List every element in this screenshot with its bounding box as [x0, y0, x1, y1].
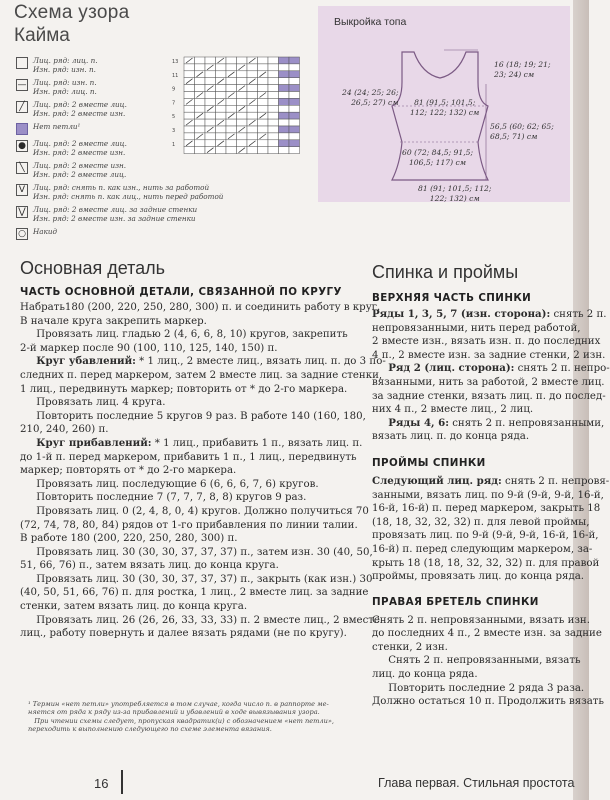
chart-cell [237, 71, 248, 78]
text-line: 51, 66, 76) п., затем вязать лиц. до конца круга. [20, 560, 279, 572]
chart-cell [247, 85, 258, 92]
chart-cell [195, 119, 206, 126]
chart-cell [268, 112, 279, 119]
main-part-subheading: ЧАСТЬ ОСНОВНОЙ ДЕТАЛИ, СВЯЗАННОЙ ПО КРУГУ [20, 286, 342, 298]
chart-cell [195, 98, 206, 105]
legend-text: Лиц. ряд: 2 вместе лиц. Изн. ряд: 2 вместе изн. [33, 100, 127, 118]
chart-cell [279, 85, 290, 92]
chart-cell [258, 105, 269, 112]
legend-item [16, 122, 166, 135]
chart-cell [237, 92, 248, 99]
chart-cell [216, 92, 227, 99]
text-line: Провязать лиц. последующие 6 (6, 6, 6, 7, 6) кругов. [20, 478, 319, 490]
chart-cell [247, 71, 258, 78]
chart-cell [205, 119, 216, 126]
back-heading: Спинка и проймы [372, 262, 519, 282]
chart-cell [279, 112, 290, 119]
strap-text [372, 614, 604, 709]
chart-cell [268, 71, 279, 78]
main-part-column [20, 286, 386, 641]
chart-cell [247, 92, 258, 99]
text-line: 1 лиц., передвинуть маркер; повторить от * до 2-го маркера. [20, 383, 348, 395]
chart-cell [195, 85, 206, 92]
chart-cell [268, 78, 279, 85]
back-top-text [372, 308, 610, 444]
text-line: Ряды 1, 3, 5, 7 (изн. сторона): снять 2 п. [372, 308, 607, 320]
chart-cell [279, 119, 290, 126]
bust-measure: 81 (91,5; 101,5; 112; 122; 132) см [410, 98, 480, 117]
legend-text: Накид [33, 227, 58, 236]
legend-symbol-icon: V [16, 184, 28, 196]
chart-cell [184, 126, 195, 133]
chart-row-number: 9 [172, 86, 176, 93]
stitch-chart [170, 57, 310, 155]
text-line: маркер; повторять от * до 2-го маркера. [20, 465, 237, 477]
chart-cell [268, 133, 279, 140]
text-line: 4 п., 2 вместе изн. за задние стенки, 2 изн. [372, 349, 606, 361]
chart-cell [279, 64, 290, 71]
text-line: Повторить последние 2 ряда 3 раза. [372, 682, 585, 694]
chart-cell [247, 105, 258, 112]
chart-row-number: 3 [172, 128, 176, 134]
chart-cell [226, 98, 237, 105]
chart-cell [279, 133, 290, 140]
chart-cell [268, 105, 279, 112]
legend-symbol-icon: ⋁ [16, 206, 28, 218]
length-measure: 56,5 (60; 62; 65; 68,5; 71) см [490, 122, 554, 141]
text-line: Провязать лиц. гладью 2 (4, 6, 6, 8, 10) кругов, закрепить [20, 329, 348, 341]
chart-cell [258, 64, 269, 71]
chart-cell [289, 92, 300, 99]
chart-cell [205, 140, 216, 147]
chart-cell [195, 140, 206, 147]
text-line: Повторить последние 5 кругов 9 раз. В работе 140 (160, 180, [20, 410, 366, 422]
chart-cell [216, 85, 227, 92]
chart-cell [226, 64, 237, 71]
legend-item [16, 56, 166, 74]
chart-cell [258, 119, 269, 126]
chart-cell [268, 126, 279, 133]
chart-cell [258, 78, 269, 85]
text-line: следних п. перед маркером, затем 2 вместе лиц. за задние стенки, [20, 369, 383, 381]
chart-cell [237, 133, 248, 140]
chart-cell [226, 126, 237, 133]
chart-cell [258, 57, 269, 64]
chart-cell [289, 85, 300, 92]
chart-cell [268, 147, 279, 154]
chart-cell [279, 98, 290, 105]
legend-text: Лиц. ряд: изн. п. Изн. ряд: лиц. п. [33, 78, 97, 96]
chart-cell [237, 78, 248, 85]
text-line: Набрать180 (200, 220, 250, 280, 300) п. и соединить работу в круг. [20, 302, 381, 313]
text-line: Провязать лиц. 30 (30, 30, 37, 37, 37) п., затем изн. 30 (40, 50, [20, 546, 373, 558]
text-line: стенки, затем вязать лиц. до конца круга. [20, 601, 248, 613]
chart-row-number: 11 [172, 72, 179, 79]
chart-cell [279, 140, 290, 147]
footnote-line: ¹ Термин «нет петли» употребляется в том случае, когда число п. в раппорте ме- [28, 700, 329, 708]
chart-cell [195, 126, 206, 133]
chart-cell [237, 140, 248, 147]
text-line: Провязать лиц. 26 (26, 26, 33, 33, 33) п. 2 вместе лиц., 2 вместе [20, 614, 380, 626]
chart-cell [247, 147, 258, 154]
text-line: Провязать лиц. 4 круга. [20, 397, 166, 409]
legend-text: Лиц. ряд: лиц. п. Изн. ряд: изн. п. [33, 56, 98, 74]
footnote-line: переходить к выполнению следующего по схеме элемента вязания. [28, 725, 272, 734]
text-line: лиц., работу повернуть и далее вязать рядами (не по кругу). [20, 628, 347, 640]
schematic-title: Выкройка топа [334, 16, 407, 28]
chart-cell [195, 147, 206, 154]
chart-cell [289, 78, 300, 85]
text-line: 2-й маркер после 90 (100, 110, 125, 140, 150) п. [20, 342, 278, 354]
legend-item [16, 78, 166, 96]
chart-cell [289, 147, 300, 154]
text-line: проймы, провязать лиц. до конца ряда. [372, 571, 585, 583]
text-line: за задние стенки, вязать лиц. п. до послед- [372, 390, 606, 402]
chart-cell [195, 57, 206, 64]
text-line: вязать лиц. п. до конца ряда. [372, 431, 530, 443]
text-line: 210, 240, 260) п. [20, 424, 109, 436]
chapter-title: Глава первая. Стильная простота [378, 776, 575, 790]
chart-cell [268, 140, 279, 147]
chart-cell [205, 92, 216, 99]
chart-cell [268, 98, 279, 105]
chart-cell [289, 64, 300, 71]
chart-cell [237, 98, 248, 105]
chart-cell [289, 57, 300, 64]
chart-cell [205, 98, 216, 105]
main-part-heading: Основная деталь [20, 258, 166, 278]
text-line: крыть 18 (18, 18, 32, 32, 32) п. для правой [372, 557, 600, 569]
text-line: (40, 50, 51, 66, 76) п. для ростка, 1 лиц., 2 вместе лиц. за задние [20, 587, 369, 599]
chart-cell [226, 78, 237, 85]
chart-cell [279, 105, 290, 112]
chart-cell [289, 133, 300, 140]
text-line: Провязать лиц. 0 (2, 4, 8, 0, 4) кругов. Должно получиться 70 [20, 505, 369, 517]
chart-cell [258, 126, 269, 133]
legend-symbol-icon: ╲ [16, 162, 28, 174]
chart-cell [184, 112, 195, 119]
chart-cell [279, 78, 290, 85]
chart-cell [205, 133, 216, 140]
chart-cell [289, 126, 300, 133]
page-number-divider [121, 770, 123, 794]
legend-item [16, 205, 198, 223]
chart-cell [279, 126, 290, 133]
chart-cell [226, 147, 237, 154]
back-column [372, 288, 610, 709]
legend-symbol-icon: ● [16, 140, 28, 152]
legend-text: Лиц. ряд: 2 вместе лиц. за задние стенки Изн. ряд: 2 вместе изн. за задние стенки [33, 205, 198, 223]
page-number: 16 [94, 776, 109, 791]
legend-symbol-icon: ○ [16, 228, 28, 240]
chart-cell [216, 71, 227, 78]
chart-row-number: 1 [172, 141, 176, 148]
scheme-heading: Схема узора [14, 2, 130, 23]
chart-cell [205, 112, 216, 119]
chart-cell [216, 133, 227, 140]
chart-cell [184, 92, 195, 99]
text-line: лиц. до конца ряда. [372, 669, 478, 681]
text-line: Ряды 4, 6: снять 2 п. непровязанными, [388, 416, 605, 429]
edge-heading: Кайма [14, 25, 70, 46]
chart-cell [247, 64, 258, 71]
text-line: вязанными, нить за работой, 2 вместе лиц. [372, 376, 605, 388]
text-line: 16-й) п. перед следующим маркером, за- [372, 543, 593, 555]
text-line: В работе 180 (200, 220, 250, 280, 300) п. [20, 533, 238, 545]
chart-cell [258, 147, 269, 154]
legend-item [16, 161, 166, 179]
legend-text: Лиц. ряд: снять п. как изн., нить за работой Изн. ряд: снять п. как лиц., нить перед работой [33, 183, 224, 201]
text-line: Должно остаться 10 п. Продолжить вязать [372, 696, 604, 708]
chart-cell [268, 85, 279, 92]
chart-cell [279, 147, 290, 154]
text-line: до последних 4 п., 2 вместе изн. за задние [372, 628, 602, 640]
legend-symbol-icon: ╱ [16, 101, 28, 113]
legend-item [16, 227, 166, 240]
text-line: 2 вместе изн., вязать изн. п. до последних [372, 336, 601, 348]
chart-cell [289, 71, 300, 78]
chart-cell [205, 57, 216, 64]
chart-cell [289, 119, 300, 126]
chart-row-number: 7 [172, 100, 176, 107]
text-line: провязать лиц. по 9-й (9-й, 9-й, 16-й, 16-й, [372, 530, 599, 542]
text-line: Круг прибавлений: * 1 лиц., прибавить 1 п., вязать лиц. п. [36, 436, 363, 449]
chart-cell [226, 119, 237, 126]
chart-cell [184, 64, 195, 71]
legend-item [16, 183, 224, 201]
text-line: занными, вязать лиц. по 9-й (9-й, 9-й, 16-й, [372, 489, 604, 501]
chart-cell [237, 57, 248, 64]
legend-text: Лиц. ряд: 2 вместе изн. Изн. ряд: 2 вместе лиц. [33, 161, 127, 179]
chart-cell [184, 105, 195, 112]
chart-cell [279, 57, 290, 64]
text-line: Снять 2 п. непровязанными, вязать [372, 655, 581, 667]
chart-cell [237, 119, 248, 126]
legend-symbol-icon [16, 123, 28, 135]
text-line: них 4 п., 2 вместе лиц., 2 лиц. [372, 404, 534, 416]
top-silhouette-diagram [380, 44, 500, 204]
footnote [28, 700, 334, 734]
chart-cell [216, 64, 227, 71]
legend-text: Лиц. ряд: 2 вместе лиц. Изн. ряд: 2 вместе изн. [33, 139, 127, 157]
chart-cell [216, 112, 227, 119]
strap-subheading: ПРАВАЯ БРЕТЕЛЬ СПИНКИ [372, 595, 539, 608]
text-line: до 1-й п. перед маркером, прибавить 1 п., 1 лиц., передвинуть [20, 451, 357, 463]
chart-cell [184, 133, 195, 140]
chart-cell [216, 126, 227, 133]
legend-item [16, 100, 166, 118]
legend-item [16, 139, 166, 157]
text-line: Ряд 2 (лиц. сторона): снять 2 п. непро- [388, 362, 610, 375]
footnote-line: При чтении схемы следует, пропуская квадратик(и) с обозначением «нет петли», [28, 716, 334, 725]
chart-row-number: 13 [172, 59, 179, 65]
chart-cell [184, 85, 195, 92]
hip-measure: 81 (91; 101,5; 112; 122; 132) см [418, 184, 492, 203]
legend-text: Нет петли¹ [33, 122, 81, 131]
chart-cell [289, 140, 300, 147]
chart-cell [279, 92, 290, 99]
armhole-subheading: ПРОЙМЫ СПИНКИ [372, 456, 486, 469]
text-line: Провязать лиц. 30 (30, 30, 37, 37, 37) п., закрыть (как изн.) 30 [20, 573, 373, 585]
chart-cell [258, 98, 269, 105]
text-line: Круг убавлений: * 1 лиц., 2 вместе лиц., вязать лиц. п. до 3 по- [36, 355, 386, 368]
main-part-text [20, 301, 386, 641]
chart-cell [184, 71, 195, 78]
armhole-text [372, 474, 610, 584]
legend-symbol-icon [16, 57, 28, 69]
chart-cell [268, 119, 279, 126]
chart-cell [216, 105, 227, 112]
chart-cell [247, 133, 258, 140]
text-line: Следующий лиц. ряд: снять 2 п. непровя- [372, 474, 610, 487]
chart-cell [258, 85, 269, 92]
back-top-subheading: ВЕРХНЯЯ ЧАСТЬ СПИНКИ [372, 292, 532, 304]
chart-cell [289, 98, 300, 105]
chart-cell [237, 112, 248, 119]
chart-cell [195, 105, 206, 112]
chart-cell [226, 57, 237, 64]
chart-cell [216, 147, 227, 154]
strap-measure: 16 (18; 19; 21; 23; 24) см [494, 60, 551, 79]
chart-cell [226, 105, 237, 112]
chart-cell [247, 112, 258, 119]
chart-cell [289, 112, 300, 119]
text-line: 16-й, 16-й) п. перед маркером, закрыть 18 [372, 503, 601, 515]
footnote-line: няется от ряда к ряду из-за прибавлений и убавлений в ходе вывязывания узора. [28, 708, 320, 717]
chart-row-number: 5 [172, 114, 176, 121]
armhole-measure: 24 (24; 25; 26; 26,5; 27) см [342, 88, 399, 107]
chart-cell [226, 85, 237, 92]
chart-cell [289, 105, 300, 112]
waist-measure: 60 (72; 84,5; 91,5; 106,5; 117) см [402, 148, 474, 167]
chart-cell [205, 78, 216, 85]
legend-symbol-icon: — [17, 80, 27, 90]
chart-cell [268, 57, 279, 64]
chart-cell [268, 92, 279, 99]
text-line: стенки, 2 изн. [372, 641, 448, 653]
chart-cell [226, 140, 237, 147]
text-line: (18, 18, 32, 32, 32) п. для левой проймы, [372, 516, 590, 528]
chart-cell [184, 147, 195, 154]
text-line: (72, 74, 78, 80, 84) рядов от 1-го прибавления по линии талии. [20, 519, 358, 531]
chart-cell [247, 126, 258, 133]
text-line: Повторить последние 7 (7, 7, 7, 8, 8) кругов 9 раз. [20, 492, 307, 504]
text-line: В начале круга закрепить маркер. [20, 315, 207, 327]
chart-cell [258, 140, 269, 147]
chart-cell [268, 64, 279, 71]
chart-cell [195, 64, 206, 71]
chart-cell [195, 78, 206, 85]
chart-cell [279, 71, 290, 78]
text-line: Снять 2 п. непровязанными, вязать изн. [372, 614, 590, 626]
chart-cell [205, 71, 216, 78]
text-line: непровязанными, нить перед работой, [372, 322, 581, 334]
